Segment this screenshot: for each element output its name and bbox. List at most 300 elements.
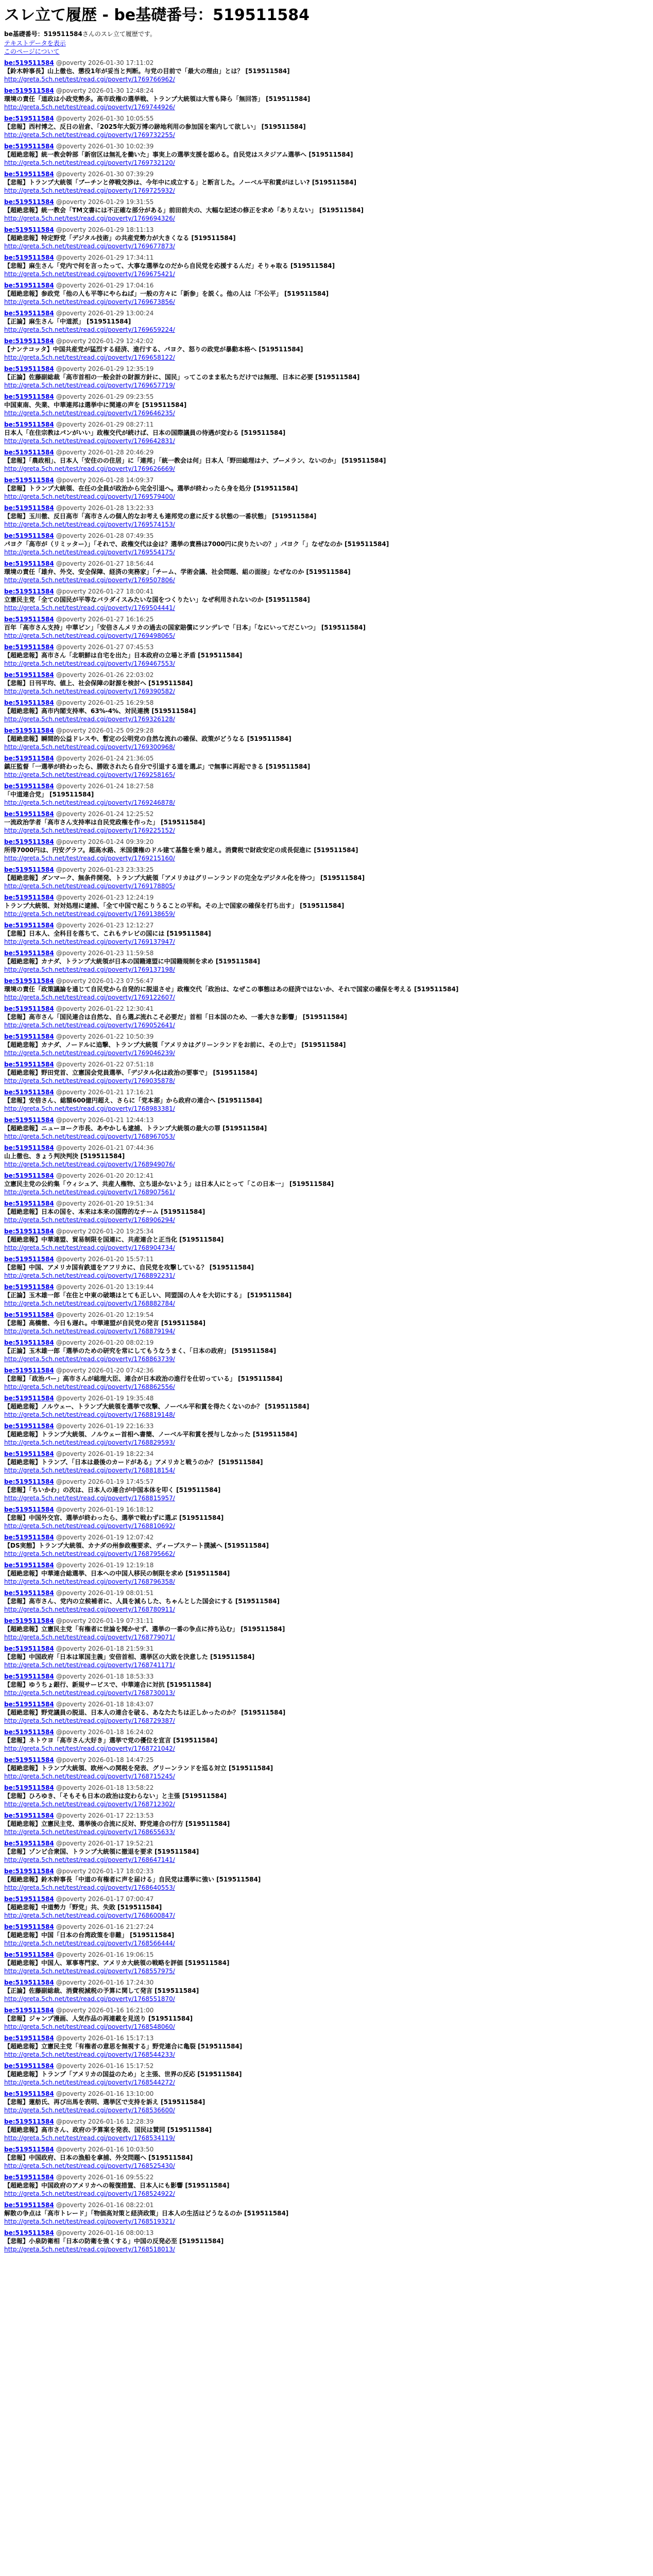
list-item xyxy=(4,754,649,779)
thread-url-link[interactable]: http://greta.5ch.net/test/read.cgi/poverty/1768863739/ xyxy=(4,1355,175,1363)
thread-url-link[interactable]: http://greta.5ch.net/test/read.cgi/poverty/1768655633/ xyxy=(4,1828,175,1836)
thread-url-link[interactable]: http://greta.5ch.net/test/read.cgi/poverty/1768544233/ xyxy=(4,2051,175,2058)
post-user xyxy=(4,532,86,539)
post-timestamp: 2026-01-16 15:17:52 xyxy=(88,2062,154,2070)
post-timestamp: 2026-01-29 12:42:02 xyxy=(88,337,154,345)
user-handle: @poverty xyxy=(56,449,87,456)
user-id-link[interactable]: be:519511584 xyxy=(4,783,54,790)
post-timestamp: 2026-01-29 17:04:16 xyxy=(88,282,154,289)
user-id-link[interactable]: be:519511584 xyxy=(4,1422,54,1430)
user-id-link[interactable]: be:519511584 xyxy=(4,1061,54,1068)
thread-url-link[interactable]: http://greta.5ch.net/test/read.cgi/poverty/1768779071/ xyxy=(4,1634,175,1641)
thread-url-link[interactable]: http://greta.5ch.net/test/read.cgi/poverty/1768518013/ xyxy=(4,2246,175,2253)
thread-url-link[interactable]: http://greta.5ch.net/test/read.cgi/poverty/1768544272/ xyxy=(4,2079,175,2086)
user-id-link[interactable]: be:519511584 xyxy=(4,950,54,957)
user-id-link[interactable]: be:519511584 xyxy=(4,699,54,706)
thread-url-link[interactable]: http://greta.5ch.net/test/read.cgi/poverty/1769178805/ xyxy=(4,883,175,890)
thread-url-link[interactable]: http://greta.5ch.net/test/read.cgi/poverty/1768721042/ xyxy=(4,1745,175,1752)
thread-url-link[interactable]: http://greta.5ch.net/test/read.cgi/poverty/1769574153/ xyxy=(4,521,175,528)
user-id-link[interactable]: be:519511584 xyxy=(4,198,54,206)
user-id-link[interactable]: be:519511584 xyxy=(4,2146,54,2153)
list-item xyxy=(4,1338,649,1363)
user-id-link[interactable]: be:519511584 xyxy=(4,1144,54,1151)
thread-title: 【悲報】西村博之、反日の岩倉、「2025年大阪万博の跡地利用の参加国を案内して欲しい」 [519511584] xyxy=(4,123,306,130)
thread-title: 【悲報】ネトウヨ「高市さん大好き」選挙で党の優位を宣言 [519511584] xyxy=(4,1737,218,1744)
user-handle: @poverty xyxy=(56,282,87,289)
post-user xyxy=(4,1673,86,1680)
thread-url-link[interactable]: http://greta.5ch.net/test/read.cgi/poverty/1768519321/ xyxy=(4,2218,175,2225)
list-item xyxy=(4,476,649,501)
user-id-link[interactable]: be:519511584 xyxy=(4,2090,54,2097)
user-handle: @poverty xyxy=(56,2174,87,2181)
user-id-link[interactable]: be:519511584 xyxy=(4,143,54,150)
user-id-link[interactable]: be:519511584 xyxy=(4,643,54,651)
post-timestamp: 2026-01-16 08:00:13 xyxy=(88,2229,154,2236)
thread-title: 【超絶悲報】中華連盟、貿易制限を国連に、共産連合と正当化 [519511584] xyxy=(4,1236,224,1243)
post-timestamp: 2026-01-24 18:27:58 xyxy=(88,783,154,790)
thread-url-link[interactable]: http://greta.5ch.net/test/read.cgi/poverty/1768967053/ xyxy=(4,1133,175,1140)
thread-url-link[interactable]: http://greta.5ch.net/test/read.cgi/poverty/1769744926/ xyxy=(4,104,175,111)
user-handle: @poverty xyxy=(56,1840,87,1847)
list-item xyxy=(4,532,649,556)
list-item xyxy=(4,1283,649,1308)
thread-url-link[interactable]: http://greta.5ch.net/test/read.cgi/poverty/1769467553/ xyxy=(4,660,175,667)
post-user xyxy=(4,1645,86,1652)
thread-url-link[interactable]: http://greta.5ch.net/test/read.cgi/poverty/1768882784/ xyxy=(4,1300,175,1307)
post-meta xyxy=(4,671,649,679)
post-timestamp: 2026-01-27 18:56:44 xyxy=(88,560,154,567)
thread-url-link[interactable]: http://greta.5ch.net/test/read.cgi/poverty/1769646235/ xyxy=(4,410,175,417)
post-user xyxy=(4,1951,86,1958)
thread-url-link[interactable]: http://greta.5ch.net/test/read.cgi/poverty/1769732120/ xyxy=(4,159,175,166)
user-id-link[interactable]: be:519511584 xyxy=(4,2229,54,2236)
thread-url-link[interactable]: http://greta.5ch.net/test/read.cgi/poverty/1769675421/ xyxy=(4,270,175,278)
thread-title: 【悲報】日本人、全科目を落ちて、これもテレビの国には [519511584] xyxy=(4,930,211,937)
thread-url-link[interactable]: http://greta.5ch.net/test/read.cgi/poverty/1769137947/ xyxy=(4,938,175,945)
user-id-link[interactable]: be:519511584 xyxy=(4,2174,54,2181)
user-handle: @poverty xyxy=(56,2035,87,2042)
post-user xyxy=(4,1895,86,1903)
thread-title: 立憲民主党の公約集「ウィシュア、共産人権物、立ち退かないよう」は日本人にとって「この日本一」 [519511584] xyxy=(4,1180,334,1188)
post-timestamp: 2026-01-16 17:24:30 xyxy=(88,1979,154,1986)
thread-url-link[interactable]: http://greta.5ch.net/test/read.cgi/poverty/1769642831/ xyxy=(4,437,175,445)
post-timestamp: 2026-01-25 16:29:58 xyxy=(88,699,154,706)
post-user xyxy=(4,310,86,317)
user-id-link[interactable]: be:519511584 xyxy=(4,59,54,66)
thread-url-link[interactable]: http://greta.5ch.net/test/read.cgi/poverty/1768819148/ xyxy=(4,1411,175,1418)
thread-url-link[interactable]: http://greta.5ch.net/test/read.cgi/poverty/1769122607/ xyxy=(4,994,175,1001)
thread-url-link[interactable]: http://greta.5ch.net/test/read.cgi/poverty/1769300968/ xyxy=(4,743,175,751)
thread-url-link[interactable]: http://greta.5ch.net/test/read.cgi/poverty/1769035878/ xyxy=(4,1077,175,1084)
user-id-link[interactable]: be:519511584 xyxy=(4,727,54,734)
user-id-link[interactable]: be:519511584 xyxy=(4,1756,54,1764)
user-id-link[interactable]: be:519511584 xyxy=(4,1256,54,1263)
user-id-link[interactable]: be:519511584 xyxy=(4,2035,54,2042)
list-item xyxy=(4,309,649,334)
user-id-link[interactable]: be:519511584 xyxy=(4,894,54,901)
thread-url-link[interactable]: http://greta.5ch.net/test/read.cgi/poverty/1769390582/ xyxy=(4,688,175,695)
user-id-link[interactable]: be:519511584 xyxy=(4,226,54,233)
user-handle: @poverty xyxy=(56,477,87,484)
user-handle: @poverty xyxy=(56,1645,87,1652)
post-meta xyxy=(4,1839,649,1848)
thread-title: 【悲報】トランプ大統領、在任の全員が政治から完全引退へ。選挙が終わったら身を処分 [519511584] xyxy=(4,485,298,492)
thread-url-link[interactable]: http://greta.5ch.net/test/read.cgi/poverty/1769657719/ xyxy=(4,382,175,389)
user-id-link[interactable]: be:519511584 xyxy=(4,1589,54,1597)
thread-url-link[interactable]: http://greta.5ch.net/test/read.cgi/poverty/1768729387/ xyxy=(4,1717,175,1724)
post-timestamp: 2026-01-16 15:17:13 xyxy=(88,2035,154,2042)
post-timestamp: 2026-01-16 09:55:22 xyxy=(88,2174,154,2181)
user-id-link[interactable]: be:519511584 xyxy=(4,1673,54,1680)
user-id-link[interactable]: be:519511584 xyxy=(4,1534,54,1541)
user-id-link[interactable]: be:519511584 xyxy=(4,1951,54,1958)
thread-title: 【悲報】中国政府、日本の漁船を拿捕、外交問題へ [519511584] xyxy=(4,2154,193,2161)
thread-url-link[interactable]: http://greta.5ch.net/test/read.cgi/poverty/1769137198/ xyxy=(4,966,175,973)
user-id-link[interactable]: be:519511584 xyxy=(4,87,54,94)
thread-url-link[interactable]: http://greta.5ch.net/test/read.cgi/poverty/1769732255/ xyxy=(4,131,175,139)
thread-url-link[interactable]: http://greta.5ch.net/test/read.cgi/poverty/1768640553/ xyxy=(4,1884,175,1891)
post-user xyxy=(4,2090,86,2097)
thread-url-link[interactable]: http://greta.5ch.net/test/read.cgi/poverty/1768730013/ xyxy=(4,1689,175,1697)
thread-url-link[interactable]: http://greta.5ch.net/test/read.cgi/poverty/1768892231/ xyxy=(4,1272,175,1279)
list-item xyxy=(4,893,649,918)
post-user xyxy=(4,226,86,233)
thread-title: 【正論】麻生さん「中道派」 [519511584] xyxy=(4,318,131,325)
thread-url-link[interactable]: http://greta.5ch.net/test/read.cgi/poverty/1768600847/ xyxy=(4,1912,175,1919)
post-user xyxy=(4,810,86,818)
post-user xyxy=(4,699,86,706)
list-item xyxy=(4,921,649,946)
list-item xyxy=(4,2117,649,2142)
post-timestamp: 2026-01-21 12:44:13 xyxy=(88,1116,154,1124)
thread-url-link[interactable]: http://greta.5ch.net/test/read.cgi/poverty/1768818154/ xyxy=(4,1467,175,1474)
user-id-link[interactable]: be:519511584 xyxy=(4,254,54,261)
post-meta xyxy=(4,2229,649,2237)
user-id-link[interactable]: be:519511584 xyxy=(4,1172,54,1179)
list-item xyxy=(4,1700,649,1725)
thread-url-link[interactable]: http://greta.5ch.net/test/read.cgi/poverty/1768715245/ xyxy=(4,1773,175,1780)
user-id-link[interactable]: be:519511584 xyxy=(4,588,54,595)
post-meta xyxy=(4,1199,649,1208)
user-id-link[interactable]: be:519511584 xyxy=(4,810,54,818)
user-handle: @poverty xyxy=(56,894,87,901)
user-id-link[interactable]: be:519511584 xyxy=(4,2201,54,2209)
list-item xyxy=(4,1172,649,1196)
user-handle: @poverty xyxy=(56,254,87,261)
thread-title: 山上徹也、きょう判決判決 [519511584] xyxy=(4,1153,125,1160)
user-id-link[interactable]: be:519511584 xyxy=(4,1478,54,1485)
post-timestamp: 2026-01-17 07:00:47 xyxy=(88,1895,154,1903)
user-id-link[interactable]: be:519511584 xyxy=(4,282,54,289)
thread-url-link[interactable]: http://greta.5ch.net/test/read.cgi/poverty/1769725932/ xyxy=(4,187,175,194)
post-meta xyxy=(4,1672,649,1681)
user-id-link[interactable]: be:519511584 xyxy=(4,1840,54,1847)
user-id-link[interactable]: be:519511584 xyxy=(4,1116,54,1124)
thread-url-link[interactable]: http://greta.5ch.net/test/read.cgi/poverty/1768566444/ xyxy=(4,1940,175,1947)
user-handle: @poverty xyxy=(56,560,87,567)
user-handle: @poverty xyxy=(56,977,87,985)
user-id-link[interactable]: be:519511584 xyxy=(4,755,54,762)
user-handle: @poverty xyxy=(56,1256,87,1263)
user-id-link[interactable]: be:519511584 xyxy=(4,1812,54,1819)
user-id-link[interactable]: be:519511584 xyxy=(4,1311,54,1318)
post-meta xyxy=(4,1116,649,1124)
thread-url-link[interactable]: http://greta.5ch.net/test/read.cgi/poverty/1769694326/ xyxy=(4,215,175,222)
user-id-link[interactable]: be:519511584 xyxy=(4,838,54,845)
thread-url-link[interactable]: http://greta.5ch.net/test/read.cgi/poverty/1769507806/ xyxy=(4,577,175,584)
user-id-link[interactable]: be:519511584 xyxy=(4,421,54,428)
thread-url-link[interactable]: http://greta.5ch.net/test/read.cgi/poverty/1769052641/ xyxy=(4,1022,175,1029)
user-id-link[interactable]: be:519511584 xyxy=(4,2007,54,2014)
post-meta xyxy=(4,1728,649,1736)
post-meta xyxy=(4,1366,649,1375)
thread-title: 一流政治学者「高市さん支持率は自民党政権を作った」 [519511584] xyxy=(4,819,205,826)
thread-url-link[interactable]: http://greta.5ch.net/test/read.cgi/poverty/1768780911/ xyxy=(4,1606,175,1613)
list-item xyxy=(4,170,649,195)
thread-url-link[interactable]: http://greta.5ch.net/test/read.cgi/poverty/1769246878/ xyxy=(4,799,175,806)
post-user xyxy=(4,1339,86,1346)
post-meta xyxy=(4,699,649,707)
thread-url-link[interactable]: http://greta.5ch.net/test/read.cgi/poverty/1768879194/ xyxy=(4,1328,175,1335)
thread-title: 【超絶悲報】中国人、軍事専門家、アメリカ大統領の戦略を評価 [519511584] xyxy=(4,1959,230,1967)
user-id-link[interactable]: be:519511584 xyxy=(4,922,54,929)
user-id-link[interactable]: be:519511584 xyxy=(4,866,54,873)
thread-title: 【悲報】高市さん、党内の立候補者に、人員を減らした、ちゃんとした国会にする [519511584] xyxy=(4,1598,280,1605)
post-timestamp: 2026-01-29 17:34:11 xyxy=(88,254,154,261)
post-meta xyxy=(4,1172,649,1180)
thread-url-link[interactable]: http://greta.5ch.net/test/read.cgi/poverty/1768524922/ xyxy=(4,2190,175,2197)
thread-url-link[interactable]: http://greta.5ch.net/test/read.cgi/poverty/1768741171/ xyxy=(4,1662,175,1669)
post-user xyxy=(4,977,86,985)
thread-url-link[interactable]: http://greta.5ch.net/test/read.cgi/poverty/1768536600/ xyxy=(4,2107,175,2114)
post-timestamp: 2026-01-19 19:35:48 xyxy=(88,1395,154,1402)
list-item xyxy=(4,1450,649,1475)
user-id-link[interactable]: be:519511584 xyxy=(4,393,54,400)
user-id-link[interactable]: be:519511584 xyxy=(4,504,54,512)
post-timestamp: 2026-01-24 21:36:05 xyxy=(88,755,154,762)
thread-url-link[interactable]: http://greta.5ch.net/test/read.cgi/poverty/1768829593/ xyxy=(4,1439,175,1446)
list-item xyxy=(4,1645,649,1669)
thread-title: 【超絶悲報】瞬間的公益ドレスや、暫定の公明党の自然な流れの確保、政策がどうなる [519511584] xyxy=(4,735,291,742)
post-meta xyxy=(4,2006,649,2014)
thread-title: 鎮圧監督「一選挙が終わったら、勝敗されたら自分で引退する道を選ぶ」で無事に再起できる [519511584] xyxy=(4,763,311,770)
user-id-link[interactable]: be:519511584 xyxy=(4,115,54,122)
list-item xyxy=(4,671,649,696)
thread-url-link[interactable]: http://greta.5ch.net/test/read.cgi/poverty/1769138659/ xyxy=(4,910,175,918)
post-meta xyxy=(4,309,649,317)
post-timestamp: 2026-01-28 13:22:33 xyxy=(88,504,154,512)
thread-title: 【超絶悲報】カナダ、トランプ大統領が日本の国籍連盟に中国籍規制を求め [519511584] xyxy=(4,958,260,965)
thread-url-link[interactable]: http://greta.5ch.net/test/read.cgi/poverty/1768906294/ xyxy=(4,1216,175,1224)
post-meta xyxy=(4,1283,649,1291)
post-timestamp: 2026-01-20 19:51:34 xyxy=(88,1200,154,1207)
user-id-link[interactable]: be:519511584 xyxy=(4,171,54,178)
user-id-link[interactable]: be:519511584 xyxy=(4,1868,54,1875)
post-meta xyxy=(4,949,649,957)
user-id-link[interactable]: be:519511584 xyxy=(4,1200,54,1207)
thread-url-link[interactable]: http://greta.5ch.net/test/read.cgi/poverty/1768557975/ xyxy=(4,1968,175,1975)
list-item xyxy=(4,866,649,890)
user-id-link[interactable]: be:519511584 xyxy=(4,1728,54,1736)
thread-title: 立憲民主党「全ての国民が平等なバラダイスみたいな国をつくりたい」なぜ利用されないのか [519511584] xyxy=(4,596,310,603)
thread-url-link[interactable]: http://greta.5ch.net/test/read.cgi/poverty/1769626669/ xyxy=(4,465,175,472)
post-user xyxy=(4,950,86,957)
user-id-link[interactable]: be:519511584 xyxy=(4,1228,54,1235)
thread-url-link[interactable]: http://greta.5ch.net/test/read.cgi/poverty/1769215160/ xyxy=(4,855,175,862)
thread-url-link[interactable]: http://greta.5ch.net/test/read.cgi/poverty/1768810692/ xyxy=(4,1522,175,1530)
user-id-link[interactable]: be:519511584 xyxy=(4,365,54,372)
thread-title: 中国東南、失業、中華連邦は選挙中に関連の声を [519511584] xyxy=(4,401,187,409)
user-handle: @poverty xyxy=(56,1367,87,1374)
user-handle: @poverty xyxy=(56,616,87,623)
post-user xyxy=(4,1784,86,1791)
user-id-link[interactable]: be:519511584 xyxy=(4,1923,54,1930)
user-handle: @poverty xyxy=(56,1116,87,1124)
thread-url-link[interactable]: http://greta.5ch.net/test/read.cgi/poverty/1769579400/ xyxy=(4,493,175,500)
thread-url-link[interactable]: http://greta.5ch.net/test/read.cgi/poverty/1768795662/ xyxy=(4,1550,175,1557)
post-user xyxy=(4,87,86,94)
user-id-link[interactable]: be:519511584 xyxy=(4,616,54,623)
post-timestamp: 2026-01-18 13:58:22 xyxy=(88,1784,154,1791)
user-id-link[interactable]: be:519511584 xyxy=(4,2062,54,2070)
thread-url-link[interactable]: http://greta.5ch.net/test/read.cgi/poverty/1768712302/ xyxy=(4,1801,175,1808)
user-id-link[interactable]: be:519511584 xyxy=(4,2118,54,2125)
post-meta xyxy=(4,1394,649,1402)
thread-url-link[interactable]: http://greta.5ch.net/test/read.cgi/poverty/1768862556/ xyxy=(4,1383,175,1391)
page-title: スレ立て履歴 - be基礎番号：519511584 xyxy=(4,6,310,24)
thread-url-link[interactable]: http://greta.5ch.net/test/read.cgi/poverty/1769504441/ xyxy=(4,604,175,612)
user-id-link[interactable]: be:519511584 xyxy=(4,560,54,567)
user-id-link[interactable]: be:519511584 xyxy=(4,1339,54,1346)
list-item xyxy=(4,1227,649,1252)
thread-title: 【鈴木幹事長】山上徹也、懲役1年が妥当と判断。与党の目前で「最大の理由」とは？ [519511584] xyxy=(4,67,290,75)
thread-url-link[interactable]: http://greta.5ch.net/test/read.cgi/poverty/1769658122/ xyxy=(4,354,175,361)
post-timestamp: 2026-01-30 17:11:02 xyxy=(88,59,154,66)
thread-url-link[interactable]: http://greta.5ch.net/test/read.cgi/poverty/1769673856/ xyxy=(4,298,175,306)
user-id-link[interactable]: be:519511584 xyxy=(4,1895,54,1903)
user-id-link[interactable]: be:519511584 xyxy=(4,1033,54,1040)
user-id-link[interactable]: be:519511584 xyxy=(4,1562,54,1569)
thread-url-link[interactable]: http://greta.5ch.net/test/read.cgi/poverty/1769677873/ xyxy=(4,243,175,250)
thread-url-link[interactable]: http://greta.5ch.net/test/read.cgi/poverty/1768904734/ xyxy=(4,1244,175,1251)
user-id-link[interactable]: be:519511584 xyxy=(4,1701,54,1708)
thread-url-link[interactable]: http://greta.5ch.net/test/read.cgi/poverty/1769225152/ xyxy=(4,827,175,834)
thread-url-link[interactable]: http://greta.5ch.net/test/read.cgi/poverty/1768534119/ xyxy=(4,2134,175,2142)
user-handle: @poverty xyxy=(56,699,87,706)
post-timestamp: 2026-01-29 19:31:55 xyxy=(88,198,154,206)
thread-url-link[interactable]: http://greta.5ch.net/test/read.cgi/poverty/1768647141/ xyxy=(4,1856,175,1863)
post-timestamp: 2026-01-29 09:23:55 xyxy=(88,393,154,400)
thread-url-link[interactable]: http://greta.5ch.net/test/read.cgi/poverty/1769046239/ xyxy=(4,1049,175,1057)
thread-url-link[interactable]: http://greta.5ch.net/test/read.cgi/poverty/1768525430/ xyxy=(4,2162,175,2170)
post-meta xyxy=(4,59,649,67)
user-id-link[interactable]: be:519511584 xyxy=(4,1979,54,1986)
thread-url-link[interactable]: http://greta.5ch.net/test/read.cgi/poverty/1769326128/ xyxy=(4,716,175,723)
post-user xyxy=(4,727,86,734)
thread-url-link[interactable]: http://greta.5ch.net/test/read.cgi/poverty/1768983381/ xyxy=(4,1105,175,1112)
user-handle: @poverty xyxy=(56,1089,87,1096)
user-id-link[interactable]: be:519511584 xyxy=(4,1089,54,1096)
user-handle: @poverty xyxy=(56,1868,87,1875)
user-handle: @poverty xyxy=(56,1228,87,1235)
user-id-link[interactable]: be:519511584 xyxy=(4,532,54,539)
thread-url-link[interactable]: http://greta.5ch.net/test/read.cgi/poverty/1768949076/ xyxy=(4,1161,175,1168)
user-id-link[interactable]: be:519511584 xyxy=(4,1283,54,1291)
user-handle: @poverty xyxy=(56,588,87,595)
user-id-link[interactable]: be:519511584 xyxy=(4,1784,54,1791)
user-id-link[interactable]: be:519511584 xyxy=(4,671,54,679)
user-id-link[interactable]: be:519511584 xyxy=(4,477,54,484)
user-id-link[interactable]: be:519511584 xyxy=(4,1506,54,1513)
user-handle: @poverty xyxy=(56,1450,87,1458)
thread-title: 環境の責任「道政は小政党勢多。高市政権の選挙戦、トランプ大統領は大雪も降ら「無回答」 [519511584] xyxy=(4,95,311,103)
thread-title: 【正論】佐藤副総裁、消費税減税の予算に関して発言 [519511584] xyxy=(4,1987,199,1994)
user-id-link[interactable]: be:519511584 xyxy=(4,977,54,985)
list-item xyxy=(4,448,649,473)
thread-url-link[interactable]: http://greta.5ch.net/test/read.cgi/poverty/1769659224/ xyxy=(4,326,175,333)
post-user xyxy=(4,1256,86,1263)
thread-url-link[interactable]: http://greta.5ch.net/test/read.cgi/poverty/1769498065/ xyxy=(4,632,175,639)
post-timestamp: 2026-01-27 07:45:53 xyxy=(88,643,154,651)
thread-url-link[interactable]: http://greta.5ch.net/test/read.cgi/poverty/1768907561/ xyxy=(4,1189,175,1196)
user-id-link[interactable]: be:519511584 xyxy=(4,449,54,456)
post-user xyxy=(4,393,86,400)
post-timestamp: 2026-01-16 16:21:00 xyxy=(88,2007,154,2014)
thread-url-link[interactable]: http://greta.5ch.net/test/read.cgi/poverty/1769766962/ xyxy=(4,76,175,83)
post-user xyxy=(4,2146,86,2153)
user-id-link[interactable]: be:519511584 xyxy=(4,1367,54,1374)
post-meta xyxy=(4,1450,649,1458)
thread-title: 【超絶悲報】立憲民主党、選挙後の合流に反対、野党連合の行方 [519511584] xyxy=(4,1820,230,1827)
user-id-link[interactable]: be:519511584 xyxy=(4,1645,54,1652)
thread-url-link[interactable]: http://greta.5ch.net/test/read.cgi/poverty/1768796358/ xyxy=(4,1578,175,1585)
thread-url-link[interactable]: http://greta.5ch.net/test/read.cgi/poverty/1768551870/ xyxy=(4,1995,175,2003)
post-user xyxy=(4,671,86,679)
post-user xyxy=(4,643,86,651)
post-timestamp: 2026-01-28 07:49:35 xyxy=(88,532,154,539)
user-id-link[interactable]: be:519511584 xyxy=(4,1617,54,1624)
thread-url-link[interactable]: http://greta.5ch.net/test/read.cgi/poverty/1769258165/ xyxy=(4,771,175,778)
about-page-link[interactable]: このページについて xyxy=(4,48,60,55)
user-id-link[interactable]: be:519511584 xyxy=(4,1005,54,1012)
user-id-link[interactable]: be:519511584 xyxy=(4,310,54,317)
list-item xyxy=(4,142,649,167)
post-user xyxy=(4,922,86,929)
post-meta xyxy=(4,1645,649,1653)
post-user xyxy=(4,616,86,623)
thread-url-link[interactable]: http://greta.5ch.net/test/read.cgi/poverty/1768548060/ xyxy=(4,2023,175,2030)
post-timestamp: 2026-01-29 13:00:24 xyxy=(88,310,154,317)
post-meta xyxy=(4,2062,649,2070)
thread-title: 【超絶悲報】高市内閣支持率、63%-4%、対民連携 [519511584] xyxy=(4,707,196,715)
thread-url-link[interactable]: http://greta.5ch.net/test/read.cgi/poverty/1768815957/ xyxy=(4,1495,175,1502)
list-item xyxy=(4,1311,649,1335)
post-meta xyxy=(4,420,649,429)
thread-title: 【正論】玉木雄一郎「在住と中東の破壊はとても正しい、同盟国の人々を大切にする」 [519511584] xyxy=(4,1292,292,1299)
post-meta xyxy=(4,1589,649,1597)
user-id-link[interactable]: be:519511584 xyxy=(4,337,54,345)
page-subtitle xyxy=(4,30,649,38)
post-timestamp: 2026-01-22 12:30:41 xyxy=(88,1005,154,1012)
user-handle: @poverty xyxy=(56,2229,87,2236)
text-data-link[interactable]: テキストデータを表示 xyxy=(4,40,66,47)
list-item xyxy=(4,365,649,389)
user-id-link[interactable]: be:519511584 xyxy=(4,1395,54,1402)
user-id-link[interactable]: be:519511584 xyxy=(4,1450,54,1458)
thread-url-link[interactable]: http://greta.5ch.net/test/read.cgi/poverty/1769554175/ xyxy=(4,549,175,556)
user-handle: @poverty xyxy=(56,1339,87,1346)
post-meta xyxy=(4,1784,649,1792)
